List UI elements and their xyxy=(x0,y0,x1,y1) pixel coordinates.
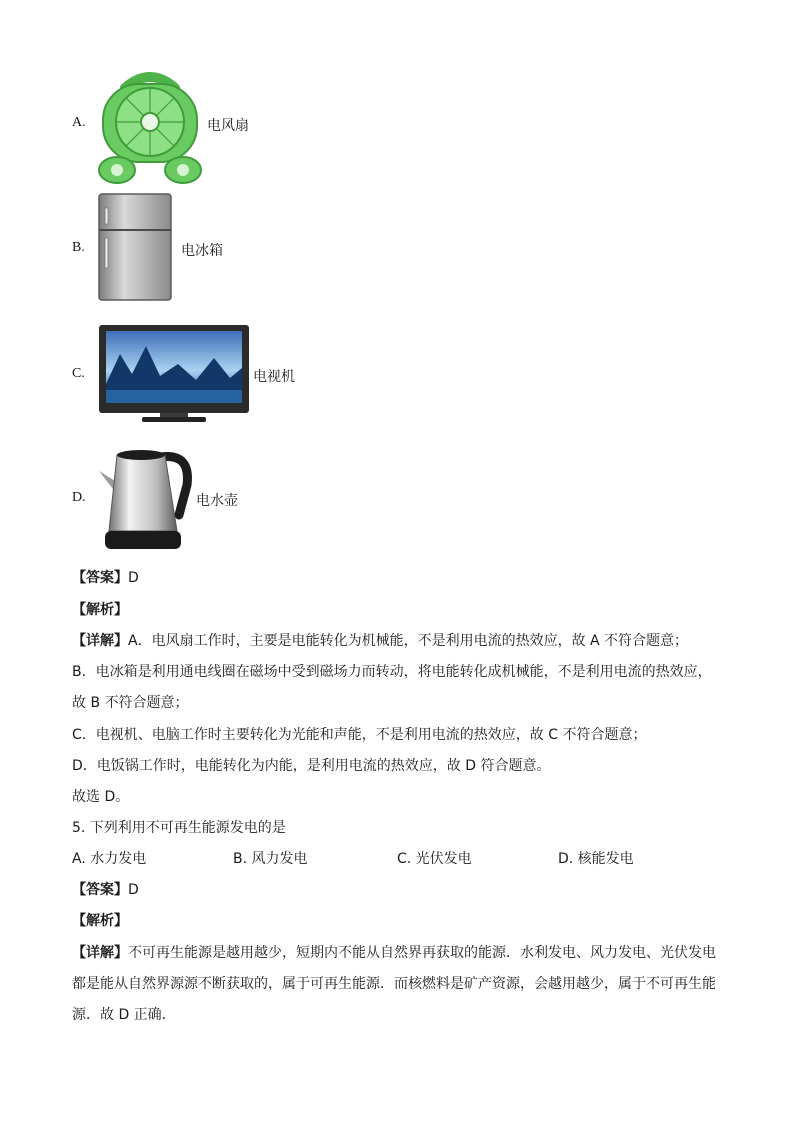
answer-value: D xyxy=(128,882,139,898)
television-icon xyxy=(98,324,250,424)
answer-value: D xyxy=(128,570,139,586)
q4-detail-line-2: B．电冰箱是利用通电线圈在磁场中受到磁场力而转动，将电能转化成机械能，不是利用电流的热效应， xyxy=(72,664,712,680)
refrigerator-icon xyxy=(97,192,177,304)
q4-analysis-tag: 【解析】 xyxy=(72,602,128,618)
q5-option-b: B. 风力发电 xyxy=(233,851,308,867)
detail-text-1: 不可再生能源是越用越少，短期内不能从自然界再获取的能源．水利发电、风力发电、光伏发电 xyxy=(128,945,716,961)
q5-detail-line-2: 都是能从自然界源源不断获取的，属于可再生能源．而核燃料是矿产资源，会越用越少，属于不可再生能 xyxy=(72,976,716,992)
q4-detail-line-6: 故选 D。 xyxy=(72,789,130,805)
option-d-letter: D. xyxy=(72,490,86,505)
option-b-letter: B. xyxy=(72,240,85,255)
q5-analysis-tag: 【解析】 xyxy=(72,913,128,929)
q5-detail-line-1 xyxy=(72,942,716,962)
q4-detail-line-5: D．电饭锅工作时，电能转化为内能，是利用电流的热效应，故 D 符合题意。 xyxy=(72,758,551,774)
answer-tag: 【答案】 xyxy=(72,570,128,586)
detail-tag: 【详解】 xyxy=(72,945,128,961)
electric-fan-icon xyxy=(95,70,205,185)
q5-option-d: D. 核能发电 xyxy=(558,851,634,867)
option-c-label: 电视机 xyxy=(253,369,295,385)
option-a-letter: A. xyxy=(72,115,86,130)
q5-option-a: A. 水力发电 xyxy=(72,851,147,867)
electric-kettle-icon xyxy=(95,445,195,553)
detail-text-1: A．电风扇工作时，主要是电能转化为机械能，不是利用电流的热效应，故 A 不符合题意； xyxy=(128,633,689,649)
option-d-label: 电水壶 xyxy=(196,493,238,509)
option-c-letter: C. xyxy=(72,366,85,381)
answer-tag: 【答案】 xyxy=(72,882,128,898)
q5-answer-line xyxy=(72,879,139,899)
q4-detail-line-1 xyxy=(72,630,688,650)
q4-answer-line xyxy=(72,567,139,587)
q5-question: 5. 下列利用不可再生能源发电的是 xyxy=(72,820,286,836)
q4-detail-line-4: C．电视机、电脑工作时主要转化为光能和声能，不是利用电流的热效应，故 C 不符合题意； xyxy=(72,727,647,743)
q5-detail-line-3: 源．故 D 正确． xyxy=(72,1007,176,1023)
q4-detail-line-3: 故 B 不符合题意； xyxy=(72,695,189,711)
q5-option-c: C. 光伏发电 xyxy=(397,851,472,867)
option-b-label: 电冰箱 xyxy=(181,243,223,259)
option-a-label: 电风扇 xyxy=(207,118,249,134)
detail-tag: 【详解】 xyxy=(72,633,128,649)
